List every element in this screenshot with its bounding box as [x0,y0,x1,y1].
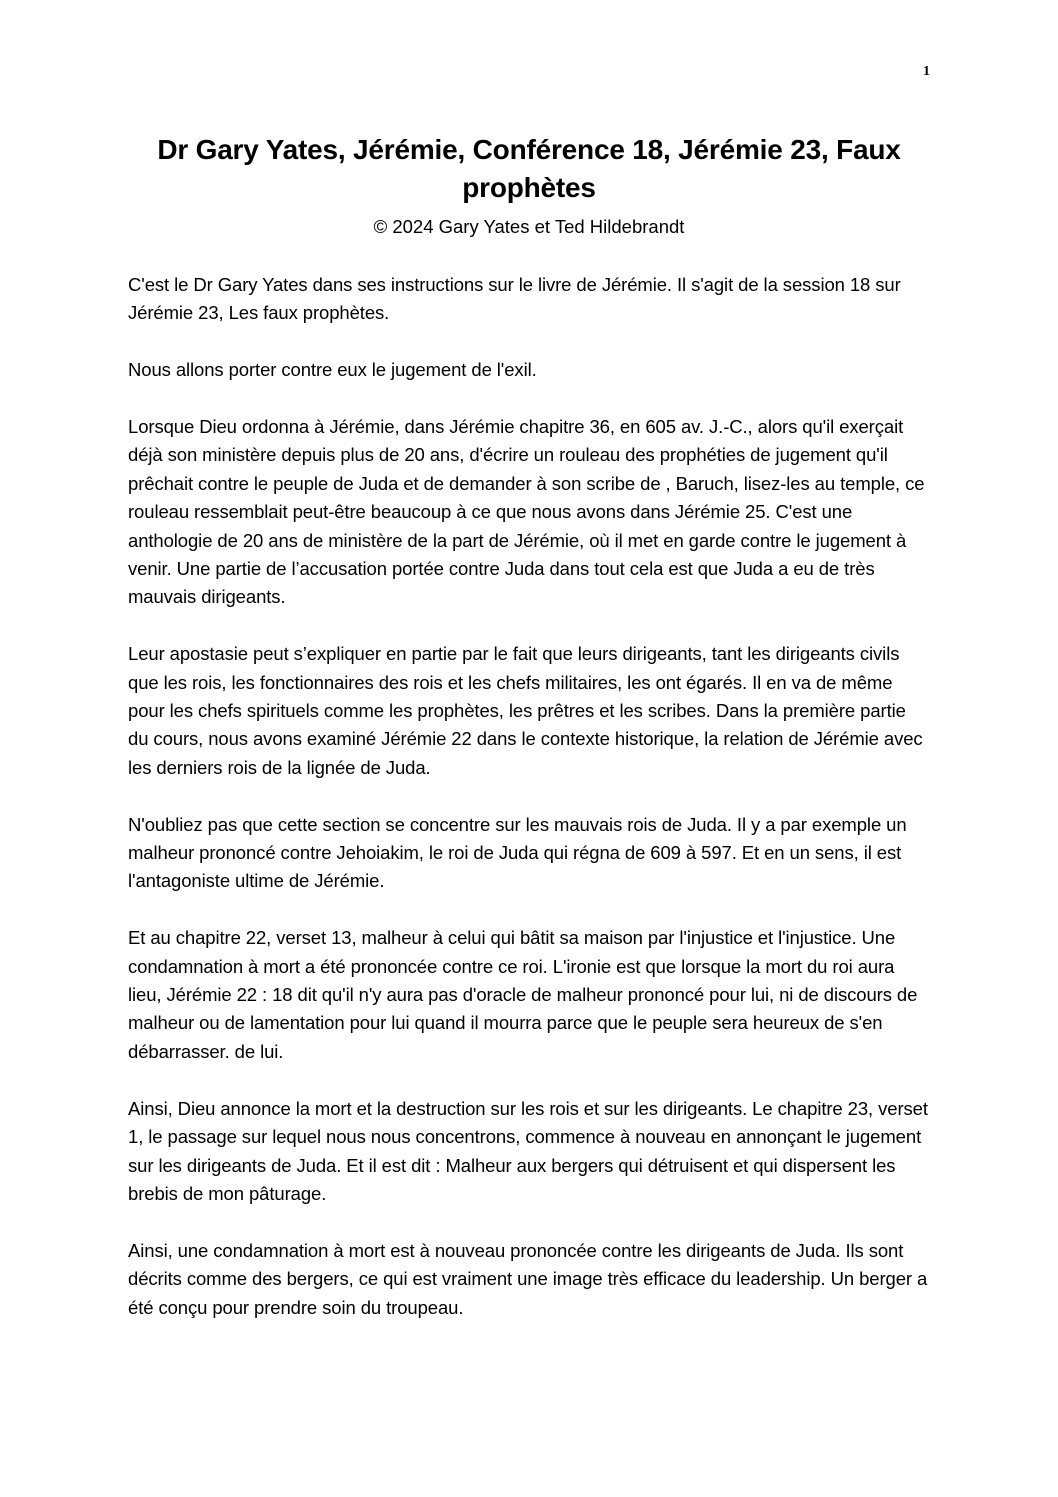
paragraph-2: Nous allons porter contre eux le jugement de l'exil. [128,359,537,381]
paragraph-6: Et au chapitre 22, verset 13, malheur à celui qui bâtit sa maison par l'injustice et l'injustice. Une condamnation à mort a été prononcée contre ce roi. L'ironie est que lorsque la mort du roi aura lieu, Jérémie 22 : 18 dit qu'il n'y aura pas d'oracle de malheur prononcé pour lui, ni de discours de malheur ou de lamentation pour lui quand il mourra parce que le peuple sera heureux de s'en débarrasser. de lui. [128,927,918,1062]
page-number: 1 [923,64,930,79]
paragraph-3: Lorsque Dieu ordonna à Jérémie, dans Jérémie chapitre 36, en 605 av. J.-C., alors qu'il exerçait déjà son ministère depuis plus de 20 ans, d'écrire un rouleau des prophéties de jugement qu'il prêchait contre le peuple de Juda et de demander à son scribe de , Baruch, lisez-les au temple, ce rouleau ressemblait peut-être beaucoup à ce que nous avons dans Jérémie 25. C'est une anthologie de 20 ans de ministère de la part de Jérémie, où il met en garde contre le jugement à venir. Une partie de l’accusation portée contre Juda dans tout cela est que Juda a eu de très mauvais dirigeants. [128,416,925,608]
document-title: Dr Gary Yates, Jérémie, Conférence 18, Jérémie 23, Faux prophètes [157,134,901,203]
paragraph-8: Ainsi, une condamnation à mort est à nouveau prononcée contre les dirigeants de Juda. Ils sont décrits comme des bergers, ce qui est vraiment une image très efficace du leadership. Un berger a été conçu pour prendre soin du troupeau. [128,1239,928,1318]
paragraph-7: Ainsi, Dieu annonce la mort et la destruction sur les rois et sur les dirigeants. Le chapitre 23, verset 1, le passage sur lequel nous nous concentrons, commence à nouveau en annonçant le jugement sur les dirigeants de Juda. Et il est dit : Malheur aux bergers qui détruisent et qui dispersent les brebis de mon pâturage. [128,1097,928,1204]
document-body [128,271,930,1350]
copyright-line: © 2024 Gary Yates et Ted Hildebrandt [373,216,685,237]
paragraph-5: N'oubliez pas que cette section se concentre sur les mauvais rois de Juda. Il y a par exemple un malheur prononcé contre Jehoiakim, le roi de Juda qui régna de 609 à 597. Et en un sens, il est l'antagoniste ultime de Jérémie. [128,813,907,892]
paragraph-4: Leur apostasie peut s’expliquer en partie par le fait que leurs dirigeants, tant les dirigeants civils que les rois, les fonctionnaires des rois et les chefs militaires, les ont égarés. Il en va de même pour les chefs spirituels comme les prophètes, les prêtres et les scribes. Dans la première partie du cours, nous avons examiné Jérémie 22 dans le contexte historique, la relation de Jérémie avec les derniers rois de la lignée de Juda. [128,643,923,778]
paragraph-1: C'est le Dr Gary Yates dans ses instructions sur le livre de Jérémie. Il s'agit de la session 18 sur Jérémie 23, Les faux prophètes. [128,274,901,324]
